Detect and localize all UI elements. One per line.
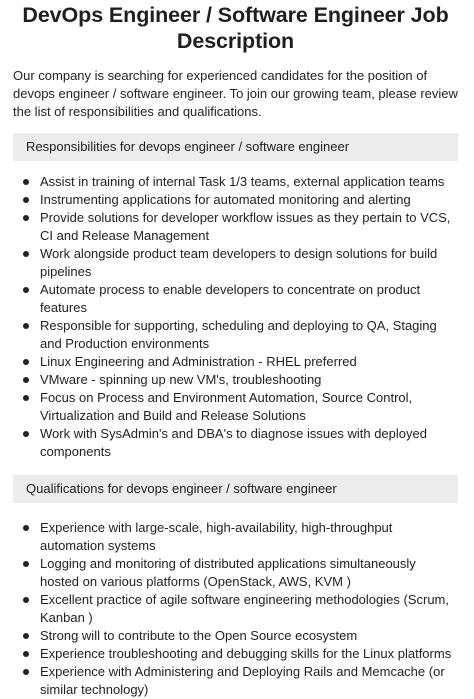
list-item-text: Logging and monitoring of distributed applications simultaneously hosted on various platforms (OpenStack, AWS, KVM ) xyxy=(40,556,416,589)
list-item-text: Experience troubleshooting and debugging skills for the Linux platforms xyxy=(40,646,452,661)
list-item-text: Work alongside product team developers to design solutions for build pipelines xyxy=(40,246,438,279)
list-item xyxy=(13,627,458,645)
bullet-icon xyxy=(23,395,29,401)
list-item xyxy=(13,245,458,281)
bullet-icon xyxy=(23,651,29,657)
list-item-text: Experience with large-scale, high-availability, high-throughput automation systems xyxy=(40,520,393,553)
page-title: DevOps Engineer / Software Engineer Job Description xyxy=(22,3,449,53)
bullet-icon xyxy=(23,597,29,603)
list-item xyxy=(13,591,458,627)
bullet-icon xyxy=(23,633,29,639)
bullet-icon xyxy=(23,377,29,383)
bullet-icon xyxy=(23,287,29,293)
bullet-icon xyxy=(23,359,29,365)
list-item-text: Instrumenting applications for automated monitoring and alerting xyxy=(40,192,411,207)
intro-paragraph: Our company is searching for experienced candidates for the position of devops engineer / software engineer. To join our growing team, please review the list of responsibilities and qualifications. xyxy=(13,68,458,119)
list-item-text: Responsible for supporting, scheduling and deploying to QA, Staging and Production environments xyxy=(40,318,437,351)
qualifications-header: Qualifications for devops engineer / software engineer xyxy=(13,475,458,503)
responsibilities-header: Responsibilities for devops engineer / software engineer xyxy=(13,133,458,161)
bullet-icon xyxy=(23,179,29,185)
list-item-text: Strong will to contribute to the Open Source ecosystem xyxy=(40,628,358,643)
list-item xyxy=(13,519,458,555)
bullet-icon xyxy=(23,431,29,437)
list-item xyxy=(13,191,458,209)
bullet-icon xyxy=(23,197,29,203)
bullet-icon xyxy=(23,525,29,531)
list-item xyxy=(13,425,458,461)
list-item-text: Provide solutions for developer workflow issues as they pertain to VCS, CI and Release Management xyxy=(40,210,451,243)
list-item xyxy=(13,663,458,699)
list-item-text: Focus on Process and Environment Automation, Source Control, Virtualization and Build and Release Solutions xyxy=(40,390,413,423)
list-item-text: Linux Engineering and Administration - RHEL preferred xyxy=(40,354,357,369)
bullet-icon xyxy=(23,215,29,221)
list-item-text: Work with SysAdmin's and DBA's to diagnose issues with deployed components xyxy=(40,426,427,459)
list-item xyxy=(13,317,458,353)
list-item-text: VMware - spinning up new VM's, troubleshooting xyxy=(40,372,322,387)
list-item xyxy=(13,209,458,245)
list-item xyxy=(13,555,458,591)
qualifications-list xyxy=(13,519,458,699)
list-item xyxy=(13,173,458,191)
list-item-text: Experience with Administering and Deploying Rails and Memcache (or similar technology) xyxy=(40,664,445,697)
list-item-text: Excellent practice of agile software engineering methodologies (Scrum, Kanban ) xyxy=(40,592,449,625)
list-item xyxy=(13,353,458,371)
list-item xyxy=(13,281,458,317)
list-item xyxy=(13,389,458,425)
bullet-icon xyxy=(23,561,29,567)
bullet-icon xyxy=(23,323,29,329)
list-item-text: Automate process to enable developers to concentrate on product features xyxy=(40,282,421,315)
responsibilities-list xyxy=(13,173,458,461)
bullet-icon xyxy=(23,669,29,675)
list-item xyxy=(13,645,458,663)
bullet-icon xyxy=(23,251,29,257)
list-item xyxy=(13,371,458,389)
list-item-text: Assist in training of internal Task 1/3 teams, external application teams xyxy=(40,174,445,189)
